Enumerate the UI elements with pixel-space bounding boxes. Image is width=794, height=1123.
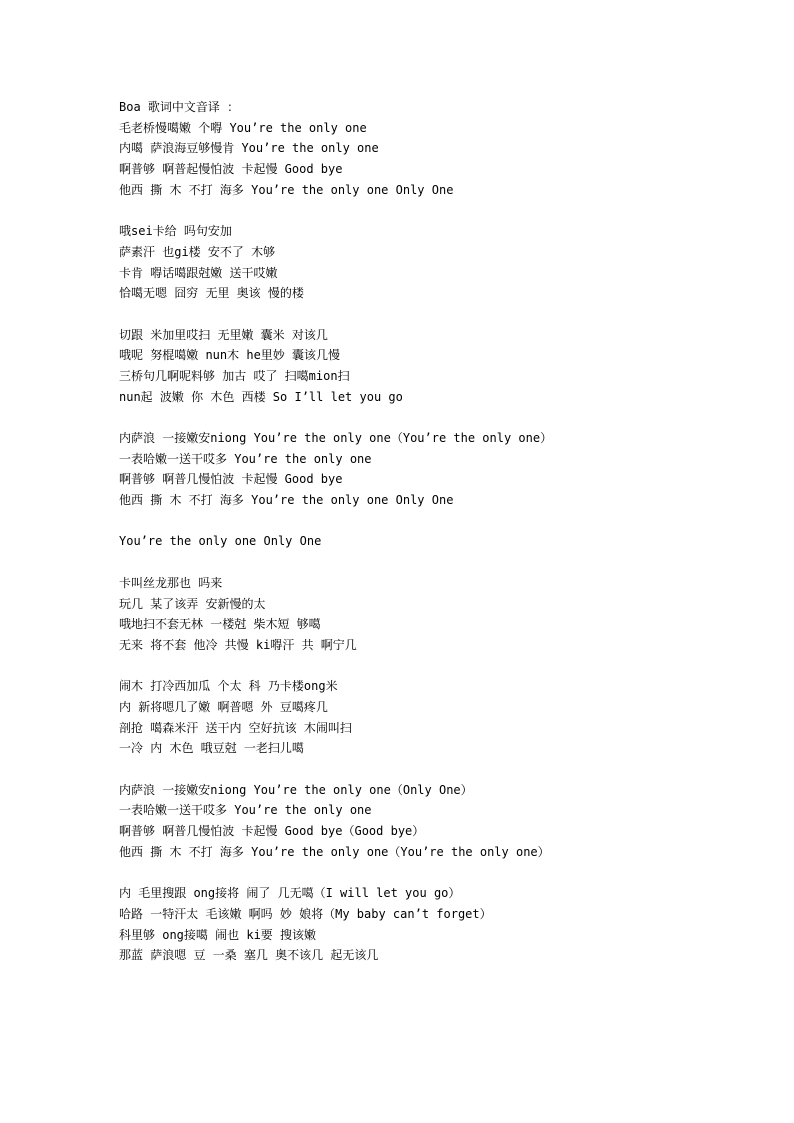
lyric-line: 三桥句几啊呢料够 加古 哎了 扫噶mion扫: [119, 368, 350, 383]
lyric-stanza: [119, 573, 759, 656]
lyric-line: 无来 将不套 他冷 共慢 ki嘚汗 共 啊宁几: [119, 637, 357, 652]
lyric-line: 卡肯 嘚话噶跟尅嫩 送干哎嫩: [119, 265, 278, 280]
lyric-line: 内 新将嗯几了嫩 啊普嗯 外 豆噶疼几: [119, 699, 328, 714]
lyric-stanza: [119, 676, 759, 759]
document-title: Boa 歌词中文音译 ：: [119, 100, 240, 114]
lyric-line: 闹木 打冷西加瓜 个太 科 乃卡楼ong米: [119, 679, 338, 694]
lyric-line: 萨素汗 也gi楼 安不了 木够: [119, 244, 276, 259]
stanza-gap: [119, 511, 759, 532]
lyric-line: 毛老桥慢噶嫩 个嘚 You’re the only one: [119, 120, 367, 135]
stanza-gap: [119, 304, 759, 325]
lyric-line: 切跟 米加里哎扫 无里嫩 囊米 对该几: [119, 327, 328, 342]
stanza-gap: [119, 862, 759, 883]
lyric-line: 内 毛里搜跟 ong接将 闹了 几无噶（I will let you go）: [119, 886, 461, 901]
lyric-stanza: [119, 883, 759, 966]
lyric-line: 啊普够 啊普起慢怕波 卡起慢 Good bye: [119, 162, 343, 177]
stanza-gap: [119, 407, 759, 428]
lyric-line: 他西 撕 木 不打 海多 You’re the only one（You’re the only one）: [119, 844, 550, 859]
lyric-stanza: [119, 780, 759, 863]
lyric-line: 科里够 ong接噶 闹也 ki要 搜该嫩: [119, 927, 317, 942]
lyric-line: 啊普够 啊普几慢怕波 卡起慢 Good bye（Good bye）: [119, 824, 425, 839]
lyric-stanza: [119, 97, 759, 200]
lyric-line: 内萨浪 一接嫩安niong You’re the only one（You’re the only one）: [119, 431, 553, 445]
lyric-line: 剖抢 噶森米汗 送干内 空好抗该 木闹叫扫: [119, 720, 352, 735]
lyric-stanza: [119, 531, 759, 552]
lyric-line: 恰噶无嗯 囧穷 无里 奥该 慢的楼: [119, 286, 304, 301]
lyric-line: nun起 波嫩 你 木色 西楼 So I’ll let you go: [119, 389, 403, 404]
lyric-line: 内噶 萨浪海豆够慢肯 You’re the only one: [119, 141, 379, 156]
lyric-stanza: [119, 428, 759, 511]
lyric-line: 一表哈嫩一送干哎多 You’re the only one: [119, 451, 372, 466]
lyric-line: 一冷 内 木色 哦豆尅 一老扫儿噶: [119, 741, 304, 756]
lyric-line: 内萨浪 一接嫩安niong You’re the only one（Only One）: [119, 782, 473, 797]
lyric-line: 哦地扫不套无林 一楼尅 柴木短 够噶: [119, 617, 321, 632]
lyric-stanza: [119, 221, 759, 304]
lyric-line: 啊普够 啊普几慢怕波 卡起慢 Good bye: [119, 472, 343, 487]
lyric-line: 卡叫丝龙那也 吗来: [119, 575, 223, 590]
lyric-line: 玩几 某了该弄 安新慢的太: [119, 596, 266, 611]
stanza-gap: [119, 656, 759, 677]
lyric-line: 哦sei卡给 吗句安加: [119, 224, 232, 239]
lyric-line: 一表哈嫩一送干哎多 You’re the only one: [119, 803, 372, 818]
stanza-gap: [119, 200, 759, 221]
lyric-line: 那蓝 萨浪嗯 豆 一桑 塞几 奥不该几 起无该几: [119, 948, 379, 963]
lyric-line: 哦呢 努棍噶嫩 nun木 he里妙 囊该几慢: [119, 348, 341, 363]
lyric-line: You’re the only one Only One: [119, 534, 322, 549]
lyrics-body: [119, 97, 759, 966]
lyric-line: 他西 撕 木 不打 海多 You’re the only one Only One: [119, 493, 454, 508]
lyric-line: 他西 撕 木 不打 海多 You’re the only one Only One: [119, 182, 454, 197]
stanza-gap: [119, 552, 759, 573]
lyric-stanza: [119, 325, 759, 408]
stanza-gap: [119, 759, 759, 780]
lyric-line: 哈路 一特汗太 毛该嫩 啊吗 妙 娘将（My baby can’t forget）: [119, 906, 492, 921]
